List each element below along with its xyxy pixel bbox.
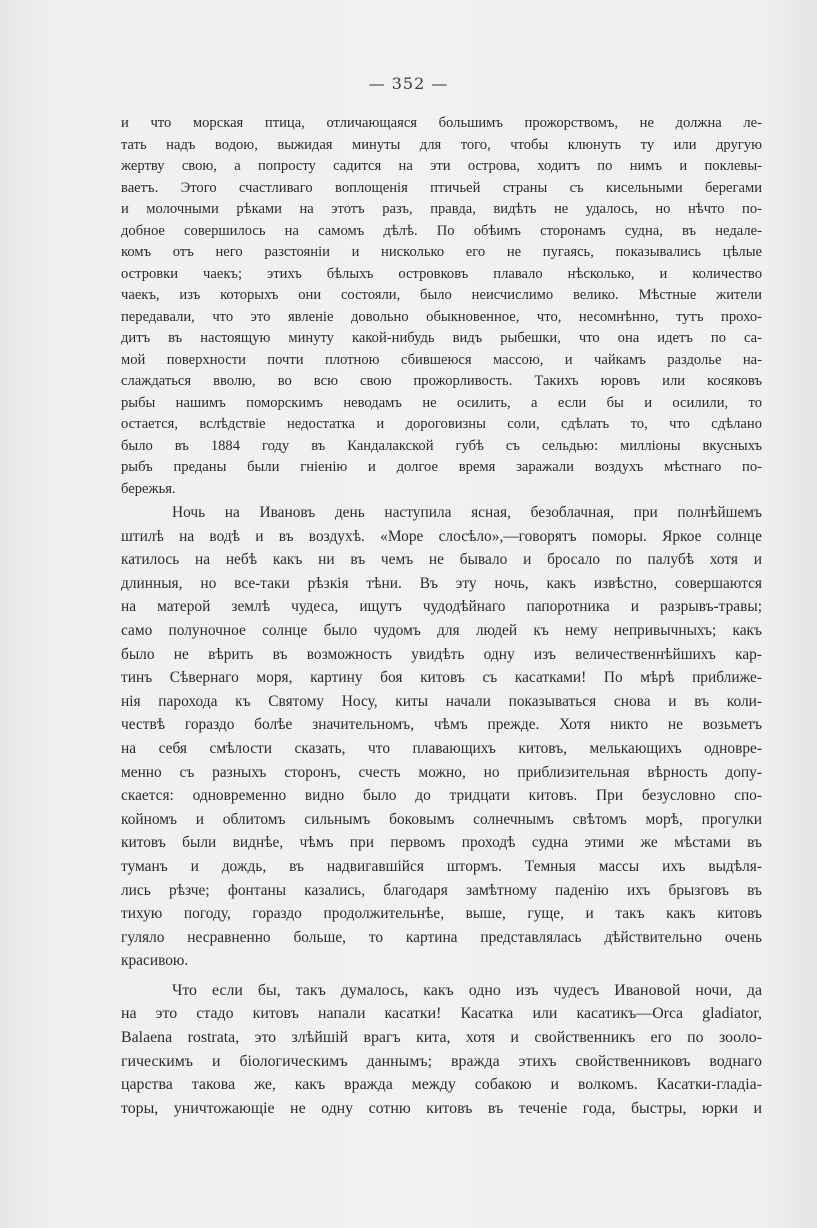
text-line: само полуночное солнце было чудомъ для людей къ нему непривычныхъ; какъ [121, 621, 762, 639]
paragraph-2 [121, 501, 762, 973]
text-line: катилось на небѣ какъ ни въ чемъ не бывало и бросало по палубѣ хотя и [121, 551, 762, 569]
text-line: на себя смѣлости сказать, что плавающихъ китовъ, мелькающихъ одновре- [121, 739, 762, 757]
text-line: туманъ и дождь, въ надвигавшійся штормъ. Темныя массы ихъ выдѣля- [121, 857, 762, 875]
text-line: красивою. [121, 952, 189, 970]
text-line: слаждаться вволю, во всю свою прожорливость. Такихъ юровъ или косяковъ [121, 373, 762, 389]
paragraph-1 [121, 113, 762, 500]
text-line: островки чаекъ; этихъ бѣлыхъ островковъ плавало нѣсколько, и количество [121, 265, 762, 282]
text-line: штилѣ на водѣ и въ воздухѣ. «Море слосѣло»,—говорятъ поморы. Яркое солнце [121, 527, 762, 545]
text-line: на это стадо китовъ напали касатки! Касатка или касатикъ—Orca gladiator, [121, 1005, 762, 1023]
text-line: было не вѣрить въ возможность увидѣть одну изъ величественнѣйшихъ кар- [121, 645, 762, 663]
text-line: и молочными рѣками на этотъ разъ, правда, видѣть не удалось, но нѣчто по- [121, 201, 762, 217]
text-line: бережья. [121, 480, 176, 497]
text-line: чествѣ гораздо болѣе значительномъ, чѣмъ прежде. Хотя никто не возьметъ [121, 716, 762, 734]
text-line: менно съ разныхъ сторонъ, счесть можно, но приблизительная вѣрность допу- [121, 763, 762, 781]
text-line: ваетъ. Этого счастливаго воплощенія птичьей страны съ кисельными берегами [121, 179, 762, 196]
text-line: Balaena rostrata, это злѣйшій врагъ кита, хотя и свойственникъ его по зооло- [121, 1029, 762, 1047]
text-line: Ночь на Ивановъ день наступила ясная, безоблачная, при полнѣйшемъ [172, 504, 762, 521]
text-line: Что если бы, такъ думалось, какъ одно изъ чудесъ Ивановой ночи, да [172, 981, 762, 999]
text-line: и что морская птица, отличающаяся большимъ прожорствомъ, не должна ле- [121, 115, 762, 131]
text-line: рыбы нашимъ поморскимъ неводамъ не осилить, а если бы и осилили, то [121, 394, 762, 411]
text-line: гическимъ и біологическимъ даннымъ; вражда этихъ свойственниковъ воднаго [121, 1052, 762, 1070]
text-line: лись рѣзче; фонтаны казались, благодаря замѣтному паденію ихъ брызговъ въ [121, 881, 762, 899]
text-line: царства такова же, какъ вражда между собакою и волкомъ. Касатки-гладіа- [121, 1076, 762, 1094]
text-line: тать надъ водою, выжидая минуты для того, чтобы клюнуть ту или другую [121, 136, 762, 153]
text-line: скается: одновременно видно было до тридцати китовъ. При безусловно спо- [121, 787, 762, 805]
text-line: китовъ были виднѣе, чѣмъ при первомъ проходѣ судна этими же мѣстами въ [121, 834, 762, 852]
text-line: дитъ въ настоящую минуту какой-нибудь видъ рыбешки, что она идетъ по са- [121, 330, 762, 346]
text-line: мой поверхности почти плотною сбившеюся массою, и чайкамъ раздолье на- [121, 351, 762, 368]
text-line: комъ отъ него разстояніи и нисколько его не пугаясь, показывались цѣлые [121, 244, 762, 260]
text-line: койномъ и облитомъ сильнымъ боковымъ солнечнымъ свѣтомъ морѣ, прогулки [121, 810, 762, 828]
paragraph-3 [121, 979, 762, 1121]
page-number: — 352 — [368, 74, 449, 93]
body-text [121, 113, 762, 1120]
text-line: остается, вслѣдствіе недостатка и дороговизны соли, сдѣлать то, что сдѣлано [121, 416, 762, 432]
text-line: тинъ Сѣвернаго моря, картину боя китовъ съ касатками! По мѣрѣ приближе- [121, 669, 762, 687]
text-line: длинныя, но все-таки рѣзкія тѣни. Въ эту ночь, какъ извѣстно, совершаются [121, 574, 762, 592]
text-line: чаекъ, изъ которыхъ они состояли, было неисчислимо велико. Мѣстные жители [121, 287, 762, 303]
text-line: передавали, что это явленіе довольно обыкновенное, что, несомнѣнно, тутъ прохо- [121, 308, 762, 325]
text-line: торы, уничтожающіе не одну сотню китовъ въ теченіе года, быстры, юрки и [121, 1099, 762, 1117]
text-line: нія парохода къ Святому Носу, киты начали показываться снова и въ коли- [121, 692, 762, 710]
text-line: добное совершилось на самомъ дѣлѣ. По обѣимъ сторонамъ судна, въ недале- [121, 222, 762, 239]
text-line: тихую погоду, гораздо продолжительнѣе, выше, гуще, и такъ какъ китовъ [121, 905, 762, 923]
text-line: было въ 1884 году въ Кандалакской губѣ съ сельдью: милліоны вкусныхъ [121, 437, 762, 454]
text-line: жертву свою, а попросту садится на эти острова, ходитъ по нимъ и поклевы- [121, 158, 762, 174]
text-line: рыбъ преданы были гніенію и долгое время заражали воздухъ мѣстнаго по- [121, 459, 762, 475]
text-line: гуляло несравненно больше, то картина представлялась дѣйствительно очень [121, 928, 762, 946]
text-line: на матерой землѣ чудеса, ищутъ чудодѣйнаго папоротника и разрывъ-травы; [121, 598, 762, 616]
